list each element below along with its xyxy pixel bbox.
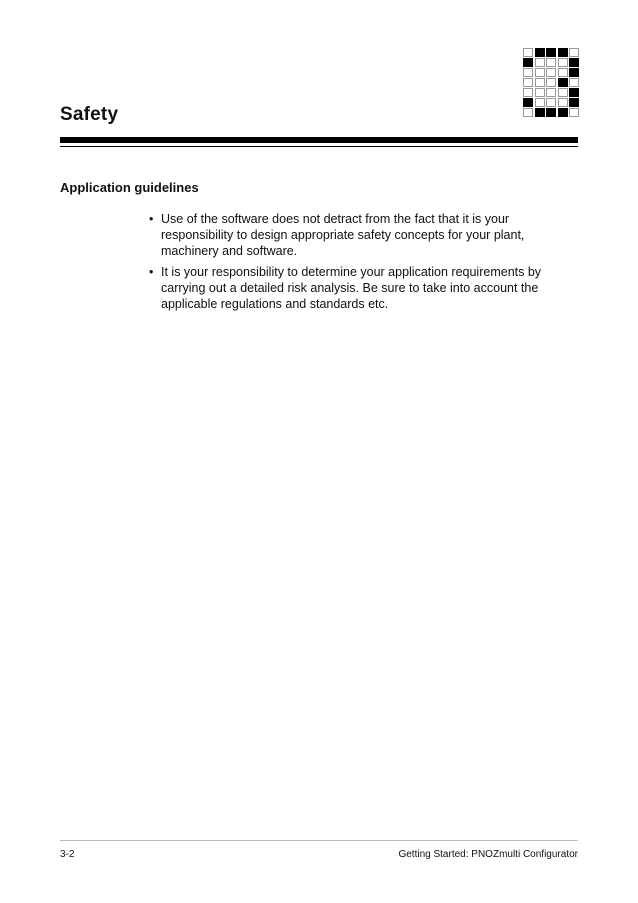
logo-cell — [569, 78, 579, 87]
logo-cell — [535, 78, 545, 87]
list-item-text: Use of the software does not detract from the fact that it is your responsibility to design appropriate safety concepts for your plant, machinery and software. — [161, 212, 525, 258]
footer-rule — [60, 840, 578, 841]
logo-cell — [523, 58, 533, 67]
logo-cell — [569, 68, 579, 77]
list-item — [149, 264, 569, 312]
logo-cell — [558, 108, 568, 117]
logo-cell — [558, 58, 568, 67]
logo-cell — [535, 108, 545, 117]
guidelines-list — [149, 211, 569, 317]
logo-cell — [569, 58, 579, 67]
logo-cell — [569, 98, 579, 107]
header-rule-thin — [60, 146, 578, 147]
logo-cell — [558, 78, 568, 87]
logo-cell — [535, 58, 545, 67]
logo-cell — [523, 48, 533, 57]
logo-cell — [523, 98, 533, 107]
logo-cell — [546, 108, 556, 117]
logo-cell — [523, 88, 533, 97]
bullet-icon: • — [149, 212, 154, 226]
logo-cell — [535, 68, 545, 77]
logo-cell — [546, 68, 556, 77]
logo-cell — [523, 68, 533, 77]
logo-cell — [569, 108, 579, 117]
list-item-text: It is your responsibility to determine your application requirements by carrying out a detailed risk analysis. Be sure to take into account the applicable regulations and standards etc. — [161, 265, 542, 311]
document-title: Getting Started: PNOZmulti Configurator — [398, 849, 578, 860]
logo-cell — [546, 78, 556, 87]
logo-cell — [523, 78, 533, 87]
list-item — [149, 211, 569, 259]
logo-cell — [535, 98, 545, 107]
bullet-icon: • — [149, 265, 154, 279]
logo-cell — [569, 48, 579, 57]
logo-cell — [546, 98, 556, 107]
page-title: Safety — [60, 104, 119, 125]
logo-cell — [546, 88, 556, 97]
header-rule-thick — [60, 137, 578, 143]
logo-cell — [546, 58, 556, 67]
logo-cell — [569, 88, 579, 97]
logo-cell — [558, 98, 568, 107]
logo-cell — [558, 68, 568, 77]
logo-cell — [523, 108, 533, 117]
logo-icon — [523, 48, 579, 118]
section-heading: Application guidelines — [60, 180, 199, 195]
logo-cell — [558, 88, 568, 97]
logo-cell — [535, 88, 545, 97]
page-number: 3-2 — [60, 849, 75, 860]
logo-cell — [558, 48, 568, 57]
logo-cell — [546, 48, 556, 57]
logo-cell — [535, 48, 545, 57]
